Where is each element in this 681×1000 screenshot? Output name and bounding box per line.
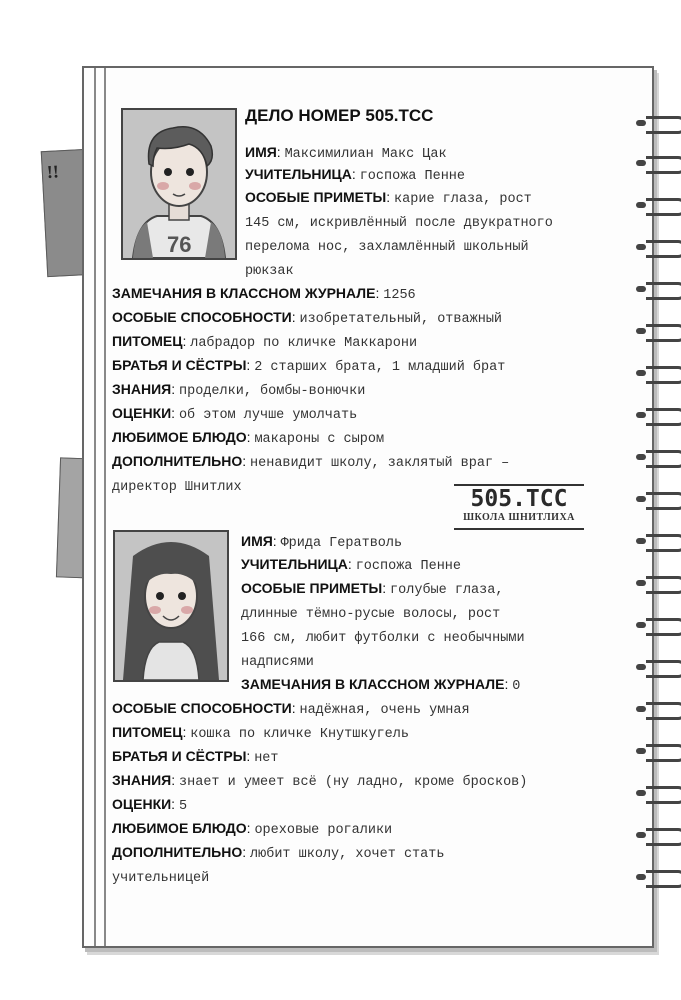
frida-abilities-row: ОСОБЫЕ СПОСОБНОСТИ: надёжная, очень умная [112,700,470,718]
stamp-code: 505.ТСС [470,486,568,512]
frida-grades-row: ОЦЕНКИ: 5 [112,796,188,814]
spiral-ring [646,492,681,510]
shirt-number: 76 [167,232,192,257]
max-pet-row: ПИТОМЕЦ: лабрадор по кличке Маккарони [112,333,418,351]
max-remarks-row: ЗАМЕЧАНИЯ В КЛАССНОМ ЖУРНАЛЕ: 1256 [112,285,416,303]
max-abilities-row: ОСОБЫЕ СПОСОБНОСТИ: изобретательный, отважный [112,309,503,327]
spiral-ring [646,618,681,636]
spiral-ring [646,116,681,134]
max-extra-line-2: директор Шнитлих [112,480,242,495]
frida-features-line-3: 166 см, любит футболки с необычными [241,631,525,646]
spiral-ring [646,240,681,258]
frida-knowledge-row: ЗНАНИЯ: знает и умеет всё (ну ладно, кроме бросков) [112,772,528,790]
spiral-ring [646,156,681,174]
tab-mark: !! [46,161,60,182]
frida-pet-row: ПИТОМЕЦ: кошка по кличке Кнутшкугель [112,724,409,742]
spiral-ring [646,828,681,846]
frida-teacher-row: УЧИТЕЛЬНИЦА: госпожа Пенне [241,556,462,574]
school-stamp [454,484,584,530]
frida-features-line-2: длинные тёмно-русые волосы, рост [241,607,501,622]
max-name-row: ИМЯ: Максимилиан Макс Цак [245,144,447,162]
frida-extra-row: ДОПОЛНИТЕЛЬНО: любит школу, хочет стать [112,844,445,862]
frida-remarks-row: ЗАМЕЧАНИЯ В КЛАССНОМ ЖУРНАЛЕ: 0 [241,676,521,694]
spiral-ring [646,366,681,384]
spiral-ring [646,450,681,468]
max-siblings-row: БРАТЬЯ И СЁСТРЫ: 2 старших брата, 1 младший брат [112,357,506,375]
max-extra-row: ДОПОЛНИТЕЛЬНО: ненавидит школу, заклятый враг – [112,453,510,471]
frida-features-line-4: надписями [241,655,314,670]
spiral-ring [646,744,681,762]
max-features-line-2: 145 см, искривлённый после двукратного [245,216,553,231]
max-grades-row: ОЦЕНКИ: об этом лучше умолчать [112,405,358,423]
frida-dish-row: ЛЮБИМОЕ БЛЮДО: ореховые рогалики [112,820,393,838]
spiral-ring [646,702,681,720]
max-features-line-3: перелома нос, захламлённый школьный [245,240,529,255]
spiral-ring [646,198,681,216]
portrait-max [121,108,237,260]
max-dish-row: ЛЮБИМОЕ БЛЮДО: макароны с сыром [112,429,385,447]
spiral-ring [646,660,681,678]
frida-name-row: ИМЯ: Фрида Гератволь [241,533,403,551]
frida-siblings-row: БРАТЬЯ И СЁСТРЫ: нет [112,748,279,766]
max-features-line-4: рюкзак [245,264,294,279]
portrait-frida [113,530,229,682]
spiral-ring [646,786,681,804]
max-teacher-row: УЧИТЕЛЬНИЦА: госпожа Пенне [245,166,466,184]
spiral-ring [646,576,681,594]
spiral-ring [646,408,681,426]
frida-extra-line-2: учительницей [112,871,210,886]
frida-features-row: ОСОБЫЕ ПРИМЕТЫ: голубые глаза, [241,580,504,598]
case-title: ДЕЛО НОМЕР 505.ТСС [245,106,434,125]
max-features-row: ОСОБЫЕ ПРИМЕТЫ: карие глаза, рост [245,189,532,207]
max-knowledge-row: ЗНАНИЯ: проделки, бомбы-вонючки [112,381,366,399]
spiral-ring [646,870,681,888]
spiral-ring [646,324,681,342]
stamp-school: ШКОЛА ШНИТЛИХА [463,512,575,523]
spiral-ring [646,282,681,300]
spiral-ring [646,534,681,552]
